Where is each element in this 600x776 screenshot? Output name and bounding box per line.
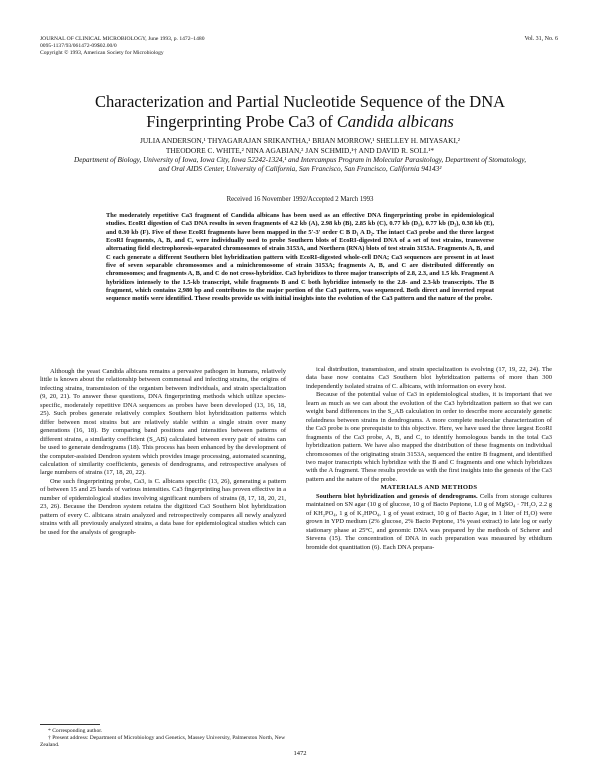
- authors-line-2: THEODORE C. WHITE,² NINA AGABIAN,² JAN SCHMID,¹† AND DAVID R. SOLL¹*: [165, 145, 435, 155]
- author-list: [70, 136, 530, 155]
- footnote-corresponding: * Corresponding author.: [48, 728, 103, 734]
- methods-paragraph: [306, 493, 552, 552]
- methods-text: Cells from storage cultures maintained on SN agar (10 g of glucose, 10 g of Bacto Peptone, 1.0 g of MgSO₄ · 7H₂O, 2.2 g of KH₂PO₄, 1 g of K₂HPO₄, 1 g of yeast extract, 10 g of Bacto Agar, in 1 liter of H₂O) were grown in YPD medium (2% glucose, 2% Bacto Peptone, 1% yeast extract) to late log or early stationary phase at 25°C, and genomic DNA was prepared by the methods of Scherer and Stevens (15). The concentration of DNA in each preparation was measured by ethidium bromide dot quantitation (6). Each DNA prepara-: [306, 492, 553, 551]
- abstract: The moderately repetitive Ca3 fragment of Candida albicans has been used as an effective DNA fingerprinting probe in epidemiological studies. EcoRI digestion of Ca3 DNA results in seven fragments of 4.2 kb (A), 2.98 kb (B), 2.85 kb (C), 0.77 kb (D₁), 0.77 kb (D₂), 0.38 kb (E), and 0.30 kb (F). Five of these EcoRI fragments have been mapped in the 5′-3′ order C B D₁ A D₂. The intact Ca3 probe and the three largest EcoRI fragments, A, B, and C, were individually used to probe Southern blots of EcoRI-digested DNA of a set of test strains, transverse alternating field electrophoresis-separated chromosomes of strain 3153A, and Northern (RNA) blots of test strain 3153A. Fragments A, B, and C each generate a different Southern blot hybridization pattern with EcoRI-digested whole-cell DNA; Ca3 sequences are present in at least five of seven separable chromosomes and a minichromosome of strain 3153A; fragments A, B, and C are distributed differently on chromosomes; and fragments A, B, and C do not cross-hybridize. Ca3 hybridizes to three major transcripts of 2.8, 2.3, and 1.5 kb. Fragment A hybridizes intensely to the 1.5-kb transcript, while fragments B and C both hybridize intensely to the 2.8- and 2.3-kb transcripts. The B fragment, which contains 2,980 bp and contributes to the major portion of the Ca3 pattern, was sequenced. Both direct and inverted repeat sequence motifs were identified. These results provide us with initial insights into the evolution of the Ca3 pattern and the nature of the probe.: [106, 212, 494, 303]
- volume-label: Vol. 31, No. 6: [524, 36, 558, 42]
- footnote-rule: [40, 724, 100, 725]
- intro-paragraph-2: One such fingerprinting probe, Ca3, is C. albicans specific (13, 26), generating a pattern of between 15 and 25 bands of various intensities. Ca3 fingerprinting has proven effective in a number of epidemiological studies involving significant numbers of strains (8, 17, 18, 20, 21, 23, 26). Because the Dendron system retains the digitized Ca3 Southern blot hybridization pattern of every C. albicans strain analyzed and retrospectively compares all newly analyzed strains with all previously analyzed strains, a data base for epidemiological studies which can be used for the analysis of geograph-: [40, 477, 286, 536]
- left-column: [40, 368, 286, 537]
- journal-header: [40, 36, 205, 57]
- title-line-1: Characterization and Partial Nucleotide Sequence of the DNA: [94, 92, 506, 111]
- intro-paragraph-4: Because of the potential value of Ca3 in epidemiological studies, it is important that we learn as much as we can about the evolution of the Ca3 hybridization pattern so that we can weight band differences in the S_AB calculation in order to describe more accurately genetic relatedness between strains in dendrograms. A more complete molecular characterization of the Ca3 probe is one prerequisite to this objective. Here, we have used the three largest EcoRI fragments of the Ca3 probe, A, B, and C, to identify homologous bands in the total Ca3 hybridization pattern. We have also mapped the distribution of these fragments on individual chromosomes of the originating strain 3153A, sequenced the entire B fragment, and identified two major transcripts which hybridize with the B and C fragments and one which hybridizes with the A fragment. These results provide us with the first insights into the genesis of the Ca3 pattern and the nature of the probe.: [306, 391, 552, 483]
- article-title: [50, 92, 550, 132]
- methods-run-head: Southern blot hybridization and genesis of dendrograms.: [316, 492, 478, 500]
- page-number: 1472: [293, 750, 307, 757]
- journal-line: JOURNAL OF CLINICAL MICROBIOLOGY, June 1993, p. 1472–1480: [40, 36, 205, 42]
- right-column: [306, 366, 552, 552]
- received-date: Received 16 November 1992/Accepted 2 March 1993: [226, 196, 374, 203]
- title-species: Candida albicans: [336, 112, 454, 131]
- title-line-2-prefix: Fingerprinting Probe Ca3 of: [146, 112, 337, 131]
- intro-paragraph-3: ical distribution, transmission, and strain specialization is evolving (17, 19, 22, 24). The data base now contains Ca3 Southern blot hybridization patterns of more than 300 independently isolated strains of C. albicans, with information on every host.: [306, 366, 552, 390]
- affiliations: Department of Biology, University of Iowa, Iowa City, Iowa 52242-1324,¹ and Intercampus Program in Molecular Parasitology, Department of Stomatology, and Oral AIDS Center, University of California, San Francisco, San Francisco, California 94143²: [74, 156, 526, 174]
- footnote-present-address: † Present address: Department of Microbiology and Genetics, Massey University, Palmerston North, New Zealand.: [40, 735, 286, 748]
- title-line-2: [50, 112, 550, 132]
- copyright-line: Copyright © 1993, American Society for Microbiology: [40, 50, 164, 56]
- intro-paragraph-1: Although the yeast Candida albicans remains a pervasive pathogen in humans, relatively little is known about the relationship between commensal and infecting strains, the origins of infecting strains, transmission of the organism between individuals, and strain specialization (9, 20, 21). To answer these questions, DNA fingerprinting methods which utilize species-specific, moderately repetitive DNA sequences as probes have been developed (13, 16, 18, 25). Such probes generate relatively complex Southern blot hybridization patterns which differ between most strains but are relatively stable within a single strain over many generations (16, 18). By comparing band positions and intensities between patterns of different strains, a similarity coefficient (S_AB) calculated between every pair of strains can be used to generate dendrograms (18). This process has been enhanced by the development of the computer-assisted Dendron system which provides image processing, automated scanning, calculation of similarity coefficients, genesis of dendrograms, and retrospective analyses of large numbers of strains (17, 18, 20, 22).: [40, 368, 286, 477]
- footnotes: [40, 728, 286, 749]
- section-heading: MATERIALS AND METHODS: [380, 484, 478, 492]
- authors-line-1: JULIA ANDERSON,¹ THYAGARAJAN SRIKANTHA,¹ BRIAN MORROW,¹ SHELLEY H. MIYASAKI,²: [139, 136, 461, 145]
- issn-line: 0095-1137/93/061472-09$02.00/0: [40, 43, 117, 49]
